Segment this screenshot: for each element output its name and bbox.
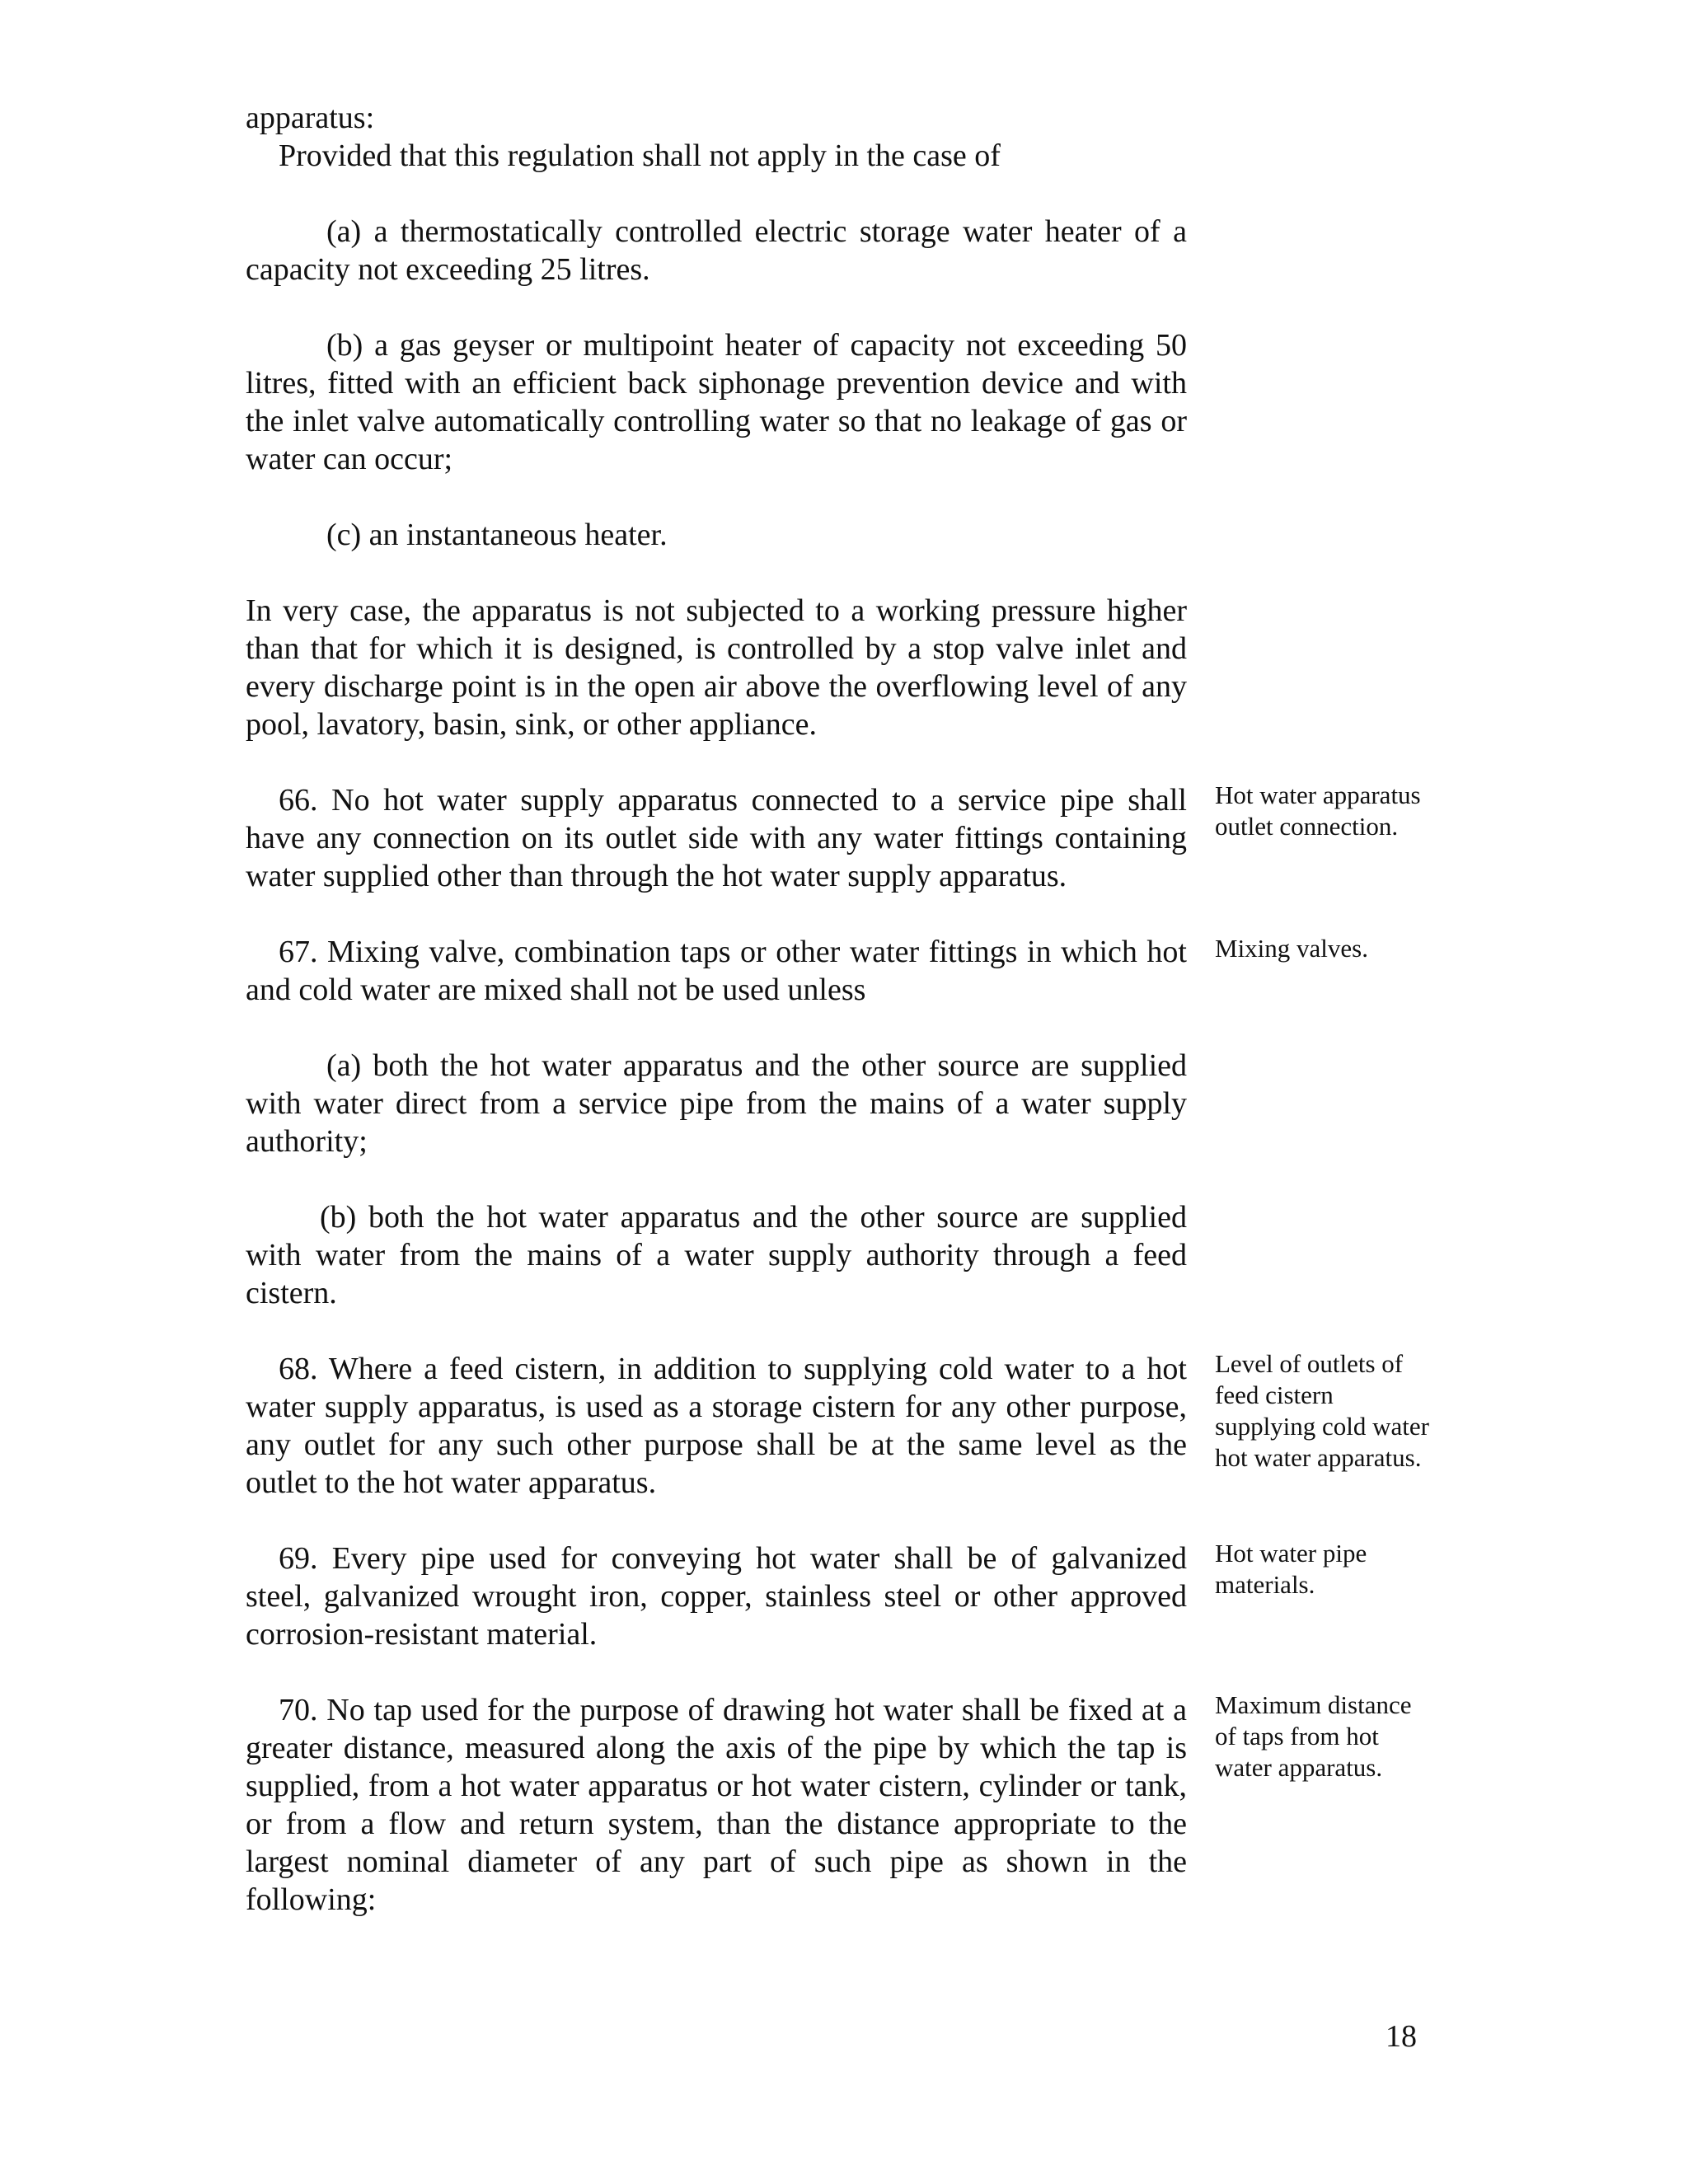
regulation-69-margin-note: Hot water pipe materials. <box>1215 1539 1367 1599</box>
paragraph-proviso: Provided that this regulation shall not apply in the case of <box>279 138 1001 173</box>
paragraph-item-a: (a) a thermostatically controlled electric storage water heater of a capacity not exceeding 25 litres. <box>246 214 1187 287</box>
paragraph-apparatus-continuation: apparatus: <box>246 101 375 135</box>
regulation-70-margin-note: Maximum distance of taps from hot water apparatus. <box>1215 1690 1412 1782</box>
page-number: 18 <box>1386 2019 1417 2054</box>
regulation-68-margin-note: Level of outlets of feed cistern supplying cold water hot water apparatus. <box>1215 1349 1430 1472</box>
regulation-70-text: 70. No tap used for the purpose of drawing hot water shall be fixed at a greater distance, measured along the axis of the pipe by which the tap is supplied, from a hot water apparatus or hot water cistern, cylinder or tank, or from a flow and return system, than the distance appropriate to the largest nominal diameter of any part of such pipe as shown in the following: <box>246 1693 1187 1917</box>
regulation-67-item-a: (a) both the hot water apparatus and the other source are supplied with water direct from a service pipe from the mains of a water supply authority; <box>246 1048 1187 1159</box>
regulation-68-text: 68. Where a feed cistern, in addition to supplying cold water to a hot water supply apparatus, is used as a storage cistern for any other purpose, any outlet for any such other purpose shall be at the same level as the outlet to the hot water apparatus. <box>246 1352 1187 1500</box>
paragraph-every-case: In very case, the apparatus is not subjected to a working pressure higher than that for which it is designed, is controlled by a stop valve inlet and every discharge point is in the open air above the overflowing level of any pool, lavatory, basin, sink, or other appliance. <box>246 593 1187 742</box>
regulation-67-text: 67. Mixing valve, combination taps or other water fittings in which hot and cold water are mixed shall not be used unless <box>246 935 1187 1007</box>
regulation-67-item-b: (b) both the hot water apparatus and the other source are supplied with water from the mains of a water supply authority through a feed cistern. <box>246 1200 1187 1310</box>
regulation-66-text: 66. No hot water supply apparatus connected to a service pipe shall have any connection on its outlet side with any water fittings containing water supplied other than through the hot water supply apparatus. <box>246 783 1187 893</box>
paragraph-item-b: (b) a gas geyser or multipoint heater of capacity not exceeding 50 litres, fitted with an efficient back siphonage prevention device and with the inlet valve automatically controlling water so that no leakage of gas or water can occur; <box>246 328 1187 476</box>
regulation-69-text: 69. Every pipe used for conveying hot water shall be of galvanized steel, galvanized wrought iron, copper, stainless steel or other approved corrosion-resistant material. <box>246 1541 1187 1652</box>
paragraph-item-c: (c) an instantaneous heater. <box>326 518 668 552</box>
regulation-66-margin-note: Hot water apparatus outlet connection. <box>1215 780 1421 841</box>
regulation-67-margin-note: Mixing valves. <box>1215 934 1368 963</box>
